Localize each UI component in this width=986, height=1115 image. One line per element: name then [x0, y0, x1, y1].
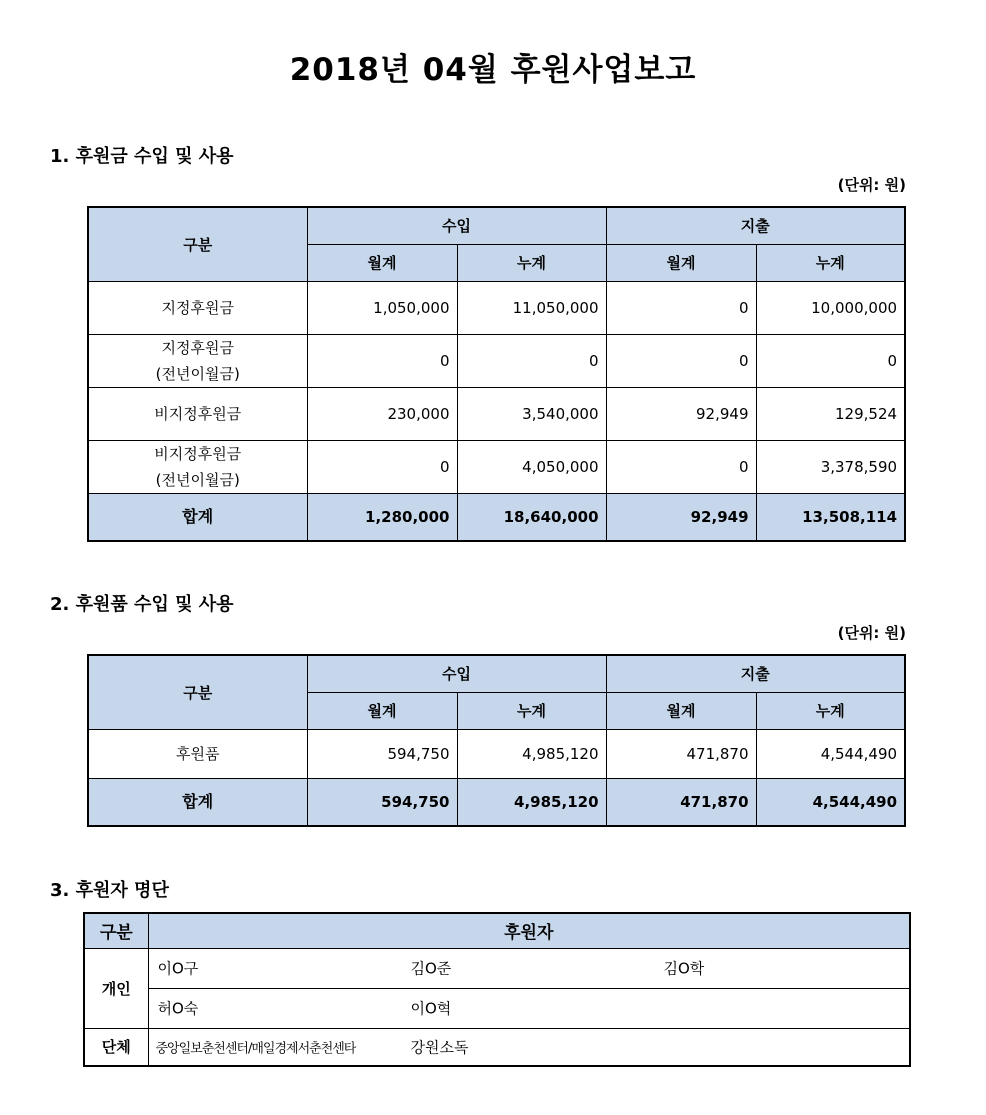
- donor-names-row: [148, 988, 910, 1028]
- table-cell: 92,949: [606, 387, 756, 440]
- table-row: [88, 281, 905, 334]
- table-cell: 0: [606, 440, 756, 493]
- donation-money-table: [87, 206, 906, 542]
- table-cell: 4,544,490: [756, 729, 905, 778]
- donor-list-table: [83, 912, 911, 1067]
- donor-name: 김O준: [410, 959, 452, 978]
- table-row: [84, 1028, 910, 1066]
- section1-heading: 1. 후원금 수입 및 사용: [50, 146, 234, 167]
- table-cell: 3,540,000: [457, 387, 606, 440]
- expense-cumulative-header: 누계: [756, 692, 905, 729]
- table-row: [88, 440, 905, 493]
- row-label: 후원품: [88, 729, 307, 778]
- table-cell: 0: [307, 334, 457, 387]
- table-cell: 0: [307, 440, 457, 493]
- section1-unit-label: (단위: 원): [837, 176, 906, 194]
- category-header: 구분: [84, 913, 148, 948]
- table-cell: 594,750: [307, 729, 457, 778]
- donor-name: 김O학: [663, 959, 705, 978]
- income-cumulative-header: 누계: [457, 244, 606, 281]
- total-cell: 18,640,000: [457, 493, 606, 541]
- group-label: 단체: [84, 1028, 148, 1066]
- expense-monthly-header: 월계: [606, 692, 756, 729]
- total-cell: 13,508,114: [756, 493, 905, 541]
- section2-unit-label: (단위: 원): [837, 624, 906, 642]
- row-label: 지정후원금 (전년이월금): [88, 334, 307, 387]
- income-cumulative-header: 누계: [457, 692, 606, 729]
- table-cell: 471,870: [606, 729, 756, 778]
- total-row: [88, 778, 905, 826]
- table-cell: 0: [606, 334, 756, 387]
- total-cell: 1,280,000: [307, 493, 457, 541]
- donor-name: 이O혁: [410, 999, 452, 1018]
- individual-label: 개인: [84, 948, 148, 1028]
- table-cell: 4,050,000: [457, 440, 606, 493]
- row-label: 비지정후원금 (전년이월금): [88, 440, 307, 493]
- row-label: 비지정후원금: [88, 387, 307, 440]
- donors-header: 후원자: [148, 913, 910, 948]
- expense-header: 지출: [606, 655, 905, 692]
- page-title: 2018년 04월 후원사업보고: [289, 52, 697, 88]
- table-cell: 0: [756, 334, 905, 387]
- table-cell: 1,050,000: [307, 281, 457, 334]
- table-cell: 0: [606, 281, 756, 334]
- table-row: [84, 948, 910, 988]
- table-cell: 0: [457, 334, 606, 387]
- income-header: 수입: [307, 655, 606, 692]
- donor-name: 강원소독: [410, 1038, 469, 1057]
- income-monthly-header: 월계: [307, 244, 457, 281]
- expense-cumulative-header: 누계: [756, 244, 905, 281]
- section2-heading: 2. 후원품 수입 및 사용: [50, 594, 234, 615]
- total-cell: 594,750: [307, 778, 457, 826]
- donor-name: 이O구: [157, 959, 199, 978]
- donation-goods-table: [87, 654, 906, 827]
- table-cell: 4,985,120: [457, 729, 606, 778]
- total-cell: 4,544,490: [756, 778, 905, 826]
- table-cell: 230,000: [307, 387, 457, 440]
- donor-name: 중앙일보춘천센터/매일경제서춘천센타: [155, 1041, 356, 1057]
- table-row: [84, 988, 910, 1028]
- table-cell: 3,378,590: [756, 440, 905, 493]
- donor-name: 허O숙: [157, 999, 199, 1018]
- table-row: [88, 729, 905, 778]
- donor-names-row: [148, 1028, 910, 1066]
- table-row: [88, 334, 905, 387]
- donor-names-row: [148, 948, 910, 988]
- table-row: [88, 387, 905, 440]
- total-label: 합계: [88, 778, 307, 826]
- income-monthly-header: 월계: [307, 692, 457, 729]
- total-row: [88, 493, 905, 541]
- total-cell: 4,985,120: [457, 778, 606, 826]
- income-header: 수입: [307, 207, 606, 244]
- total-cell: 471,870: [606, 778, 756, 826]
- table-cell: 129,524: [756, 387, 905, 440]
- section3-heading: 3. 후원자 명단: [50, 880, 169, 901]
- row-label: 지정후원금: [88, 281, 307, 334]
- total-cell: 92,949: [606, 493, 756, 541]
- category-header: 구분: [88, 655, 307, 729]
- table-cell: 11,050,000: [457, 281, 606, 334]
- total-label: 합계: [88, 493, 307, 541]
- table-cell: 10,000,000: [756, 281, 905, 334]
- expense-header: 지출: [606, 207, 905, 244]
- expense-monthly-header: 월계: [606, 244, 756, 281]
- category-header: 구분: [88, 207, 307, 281]
